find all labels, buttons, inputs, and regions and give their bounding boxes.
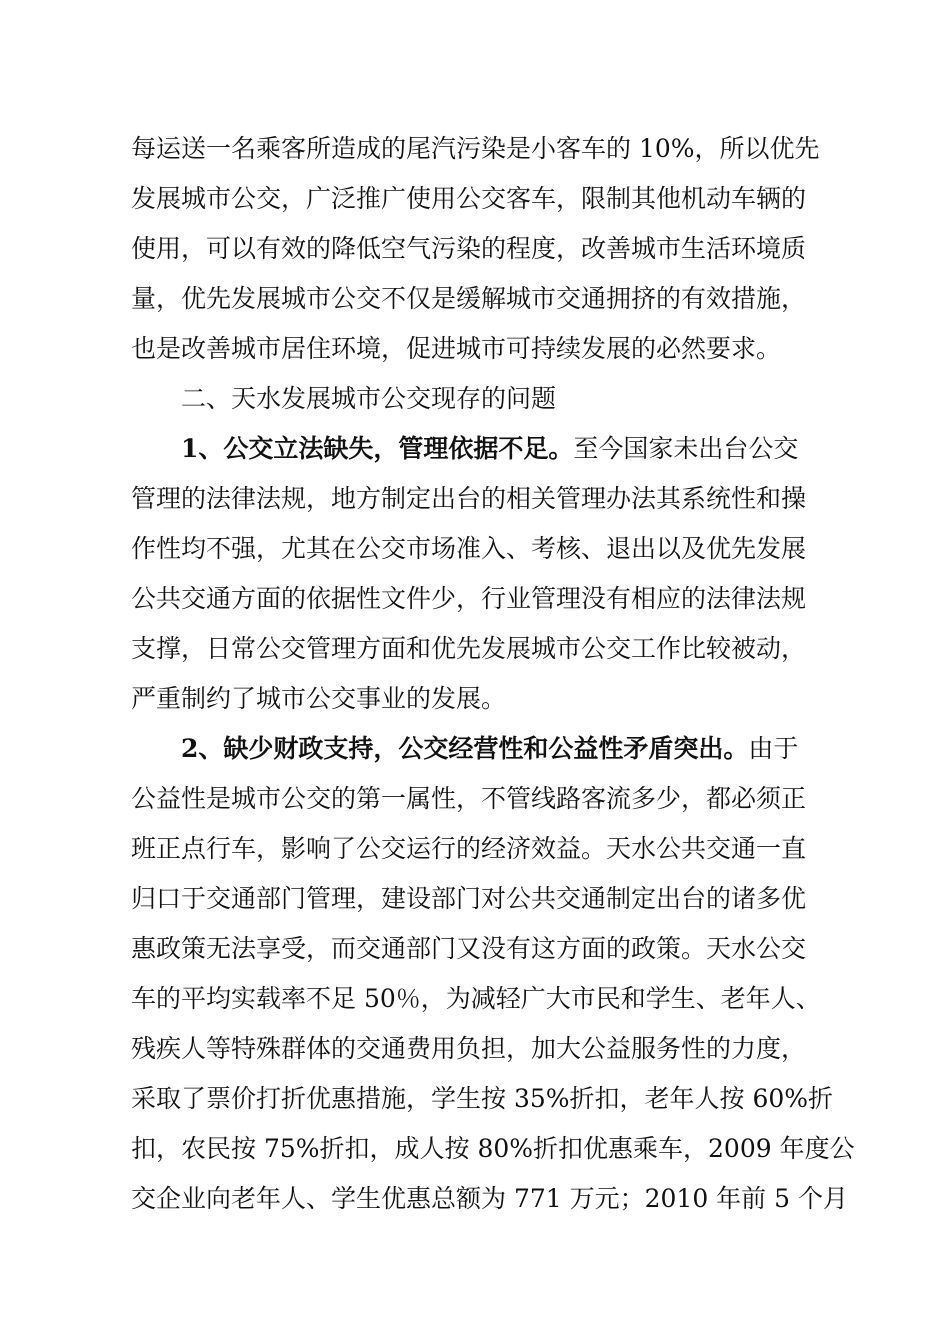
item2-first-line [181, 729, 881, 769]
paragraph-line: 严重制约了城市公交事业的发展。 [131, 684, 507, 713]
section-heading: 二、天水发展城市公交现存的问题 [181, 384, 557, 413]
paragraph-line: 发展城市公交，广泛推广使用公交客车，限制其他机动车辆的 [131, 184, 807, 213]
paragraph-line: 采取了票价打折优惠措施，学生按 35%折扣，老年人按 60%折 [131, 1084, 834, 1113]
paragraph-line: 管理的法律法规，地方制定出台的相关管理办法其系统性和操 [131, 484, 807, 513]
paragraph-line: 归口于交通部门管理，建设部门对公共交通制定出台的诸多优 [131, 884, 807, 913]
paragraph-line: 班正点行车，影响了公交运行的经济效益。天水公共交通一直 [131, 834, 807, 863]
item1-first-line-rest: 至今国家未出台公交 [573, 434, 799, 463]
item2-first-line-rest: 由于 [748, 734, 799, 763]
item1-bold-lead: 1、公交立法缺失，管理依据不足。 [181, 434, 574, 463]
paragraph-line: 量，优先发展城市公交不仅是缓解城市交通拥挤的有效措施， [131, 284, 807, 313]
paragraph-line: 作性均不强，尤其在公交市场准入、考核、退出以及优先发展 [131, 534, 807, 563]
paragraph-line: 车的平均实载率不足 50％，为减轻广大市民和学生、老年人、 [131, 984, 821, 1013]
paragraph-line: 扣，农民按 75%折扣，成人按 80%折扣优惠乘车，2009 年度公 [131, 1134, 855, 1163]
paragraph-line: 使用，可以有效的降低空气污染的程度，改善城市生活环境质 [131, 234, 807, 263]
paragraph-line: 交企业向老年人、学生优惠总额为 771 万元；2010 年前 5 个月 [131, 1184, 848, 1213]
item2-bold-lead: 2、缺少财政支持，公交经营性和公益性矛盾突出。 [181, 734, 749, 763]
paragraph-line: 惠政策无法享受，而交通部门又没有这方面的政策。天水公交 [131, 934, 807, 963]
item1-first-line [181, 429, 881, 469]
paragraph-line: 支撑，日常公交管理方面和优先发展城市公交工作比较被动， [131, 634, 807, 663]
paragraph-line: 也是改善城市居住环境，促进城市可持续发展的必然要求。 [131, 334, 782, 363]
paragraph-line: 残疾人等特殊群体的交通费用负担，加大公益服务性的力度， [131, 1034, 807, 1063]
paragraph-line: 公益性是城市公交的第一属性，不管线路客流多少，都必须正 [131, 784, 807, 813]
paragraph-line: 每运送一名乘客所造成的尾汽污染是小客车的 10%，所以优先 [131, 134, 820, 163]
paragraph-line: 公共交通方面的依据性文件少，行业管理没有相应的法律法规 [131, 584, 807, 613]
